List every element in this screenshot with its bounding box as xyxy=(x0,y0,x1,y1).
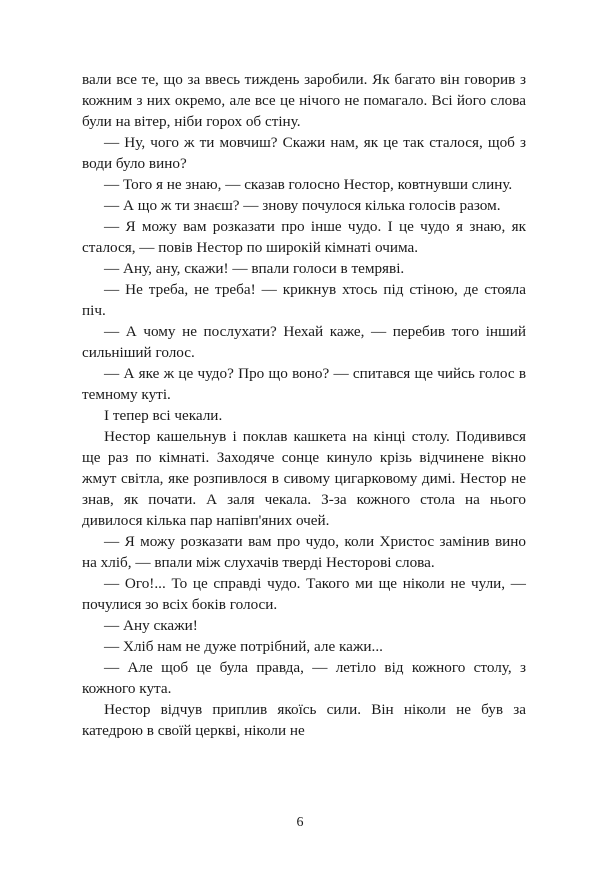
paragraph: — А що ж ти знаєш? — знову почулося кілька голосів разом. xyxy=(104,197,501,214)
body-text xyxy=(82,69,526,741)
paragraph: — Хліб нам не дуже потрібний, але кажи... xyxy=(104,638,383,655)
paragraph: — Ого!... То це справді чудо. Такого ми ще ніколи не чули, — почулися зо всіх боків голоси. xyxy=(82,575,526,613)
paragraph: Нестор відчув приплив якоїсь сили. Він ніколи не був за катедрою в своїй церкві, ніколи не xyxy=(82,701,526,739)
paragraph: — Але щоб це була правда, — летіло від кожного столу, з кожного кута. xyxy=(82,659,526,697)
paragraph: — А яке ж це чудо? Про що воно? — спитався ще чийсь голос в темному куті. xyxy=(82,365,526,403)
paragraph: вали все те, що за ввесь тиждень заробили. Як багато він говорив з кожним з них окремо, але все це нічого не помагало. Всі його слова були на вітер, ніби горох об стіну. xyxy=(82,71,526,130)
paragraph: — Я можу вам розказати про інше чудо. І це чудо я знаю, як сталося, — повів Нестор по широкій кімнаті очима. xyxy=(82,218,526,256)
paragraph: — Ану, ану, скажи! — впали голоси в темряві. xyxy=(104,260,405,277)
page-number: 6 xyxy=(296,815,304,830)
paragraph: — Ану скажи! xyxy=(104,617,198,634)
paragraph: — А чому не послухати? Нехай каже, — перебив того інший сильніший голос. xyxy=(82,323,526,361)
paragraph: — Того я не знаю, — сказав голосно Нестор, ковтнувши слину. xyxy=(104,176,513,193)
paragraph: Нестор кашельнув і поклав кашкета на кінці столу. Подивився ще раз по кімнаті. Заходяче сонце кинуло крізь відчинене вікно жмут світла, яке розпивлося в сивому цигарковому димі. Нестор не знав, як почати. А заля чекала. З-за кожного стола на нього дивилося кілька пар напівп'яних очей. xyxy=(82,428,526,529)
paragraph: — Не треба, не треба! — крикнув хтось під стіною, де стояла піч. xyxy=(82,281,526,319)
paragraph: — Я можу розказати вам про чудо, коли Христос замінив вино на хліб, — впали між слухачів тверді Несторові слова. xyxy=(82,533,526,571)
paragraph: — Ну, чого ж ти мовчиш? Скажи нам, як це так сталося, щоб з води було вино? xyxy=(82,134,526,172)
paragraph: І тепер всі чекали. xyxy=(104,407,223,424)
